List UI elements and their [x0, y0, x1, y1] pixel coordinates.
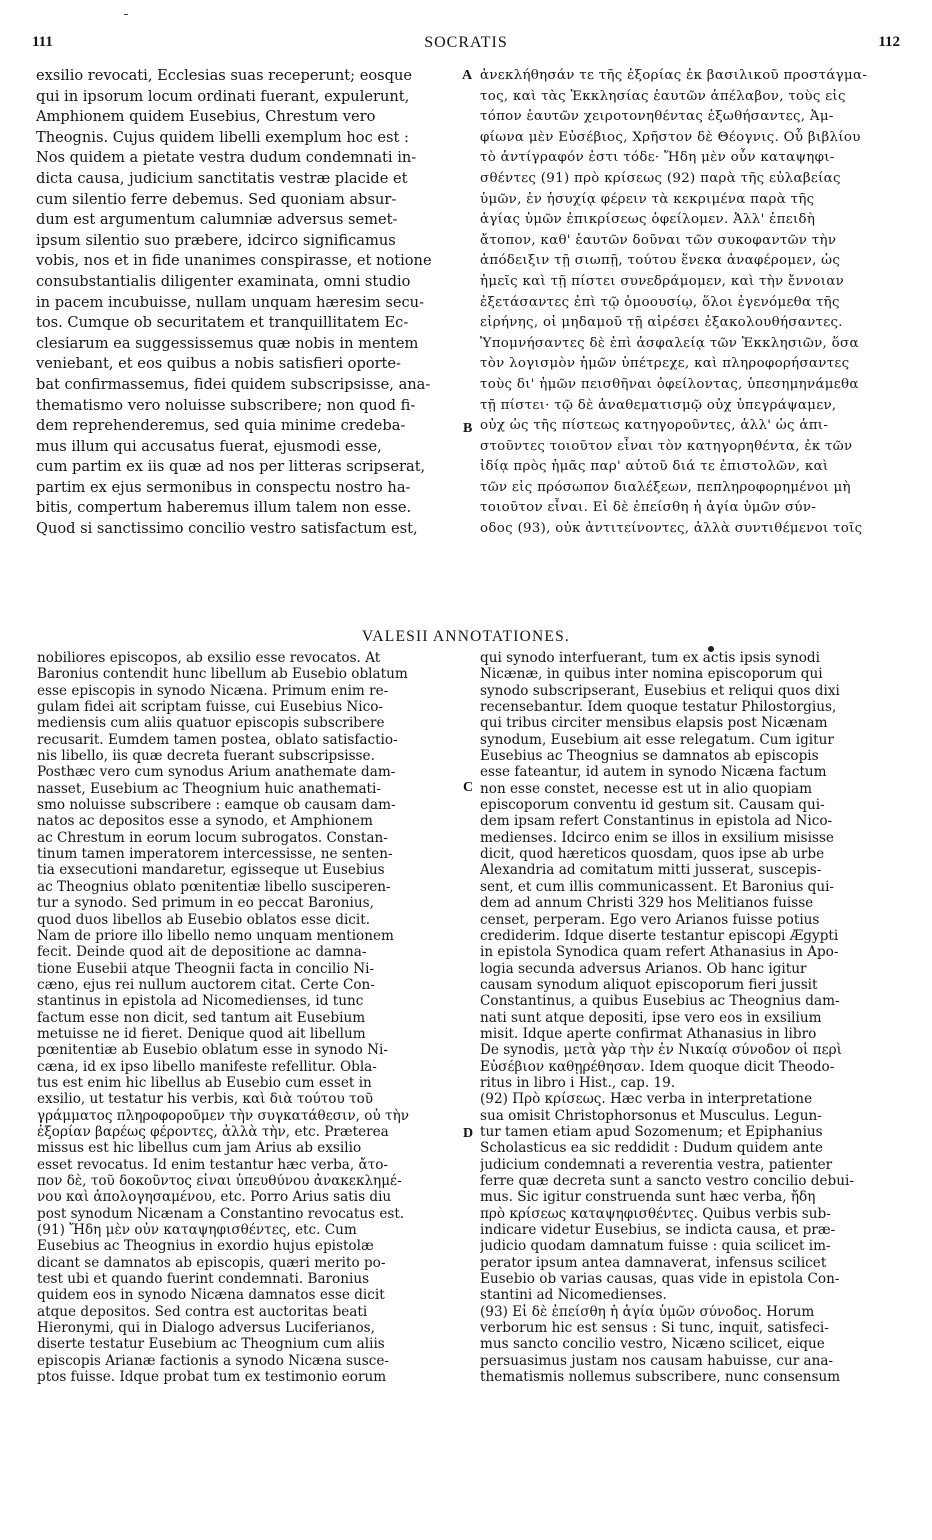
- greek-text-line: ἰδίᾳ πρὸς ἡμᾶς παρ' αὐτοῦ διά τε ἐπιστολῶν, καὶ: [480, 459, 829, 475]
- greek-text-line: τὸν λογισμὸν ἡμῶν ὑπέτρεχε, καὶ πληροφορήσαντες: [480, 356, 850, 372]
- annotation-line: factum esse non dicit, sed tantum ait Eusebium: [37, 1009, 366, 1026]
- annotation-line: in epistola Synodica quam refert Athanasius in Apo-: [480, 944, 839, 961]
- annotation-line: qui synodo interfuerant, tum ex actis ipsis synodi: [480, 650, 820, 666]
- latin-text-line: dum est argumentum calumniæ adversus semet-: [36, 211, 398, 229]
- annotation-line: Eusebius ac Theognius in exordio hujus epistolæ: [37, 1238, 374, 1255]
- annotation-line: Scholasticus ea sic reddidit : Dudum quidem ante: [480, 1140, 823, 1157]
- page-header: [30, 34, 902, 56]
- annotation-line: Alexandria ad comitatum mitti jusserat, suscepis-: [480, 862, 822, 879]
- greek-text-line: ἐξετάσαντες ἐπὶ τῷ ὁμοουσίῳ, ὅλοι ἐγενόμεθα τῆς: [480, 294, 840, 310]
- annotations-title: VALESII ANNOTATIONES.: [362, 628, 570, 645]
- latin-text-line: Theognis. Cujus quidem libelli exemplum hoc est :: [36, 128, 409, 146]
- latin-text-line: bitis, compertum haberemus illum talem non esse.: [36, 499, 412, 517]
- annotations-left-column: [37, 650, 455, 1385]
- scan-mark: [124, 14, 128, 15]
- margin-marker-c: C: [463, 780, 474, 795]
- annotation-line: episcopis Arianæ factionis a synodo Nicæna susce-: [37, 1352, 389, 1369]
- annotation-line: dem ipsam refert Constantinus in epistola ad Nico-: [480, 813, 833, 830]
- annotation-line: sua omisit Christophorsonus et Musculus. Legun-: [480, 1107, 822, 1124]
- annotation-line: ἐξορίαν βαρέως φέροντες, ἀλλὰ τὴν, etc. Præterea: [37, 1123, 389, 1140]
- latin-text-line: ipsum silentio suo præbere, idcirco significamus: [36, 231, 396, 249]
- greek-text-line: σθέντες (91) πρὸ κρίσεως (92) παρὰ τῆς εὐλαβείας: [480, 170, 841, 186]
- annotation-line: Nicænæ, in quibus inter nomina episcoporum qui: [480, 666, 823, 683]
- annotation-line: perator ipsum antea damnaverat, infensus scilicet: [480, 1254, 827, 1271]
- annotation-line: esset revocatus. Id enim testantur hæc verba, ἄτο-: [37, 1156, 388, 1173]
- annotation-line: mus sancto concilio vestro, Nicæno scilicet, eique: [480, 1336, 825, 1353]
- margin-marker-d: D: [463, 1126, 474, 1141]
- annotation-line: Eusebio ob varias causas, quas vide in epistola Con-: [480, 1271, 840, 1288]
- greek-text-line: τόπον ἑαυτῶν χειροτονηθέντας ἐξωθήσαντες, Ἀμ-: [480, 109, 834, 125]
- annotation-line: ac Chrestum in eorum locum subrogatos. Constan-: [37, 829, 388, 846]
- annotation-line: νου καὶ ἀπολογησαμένου, etc. Porro Arius satis diu: [37, 1189, 392, 1206]
- annotation-line: esse fateantur, id autem in synodo Nicæna factum: [480, 764, 827, 781]
- annotation-line: πρὸ κρίσεως καταψηφισθέντες. Quibus verbis sub-: [480, 1205, 831, 1222]
- latin-text-line: dem reprehenderemus, sed quia minime credeba-: [36, 417, 406, 435]
- greek-text-line: ἄτοπον, καθ' ἑαυτῶν δοῦναι τῶν συκοφαντῶν τὴν: [480, 232, 837, 248]
- greek-text-line: ἀπόδειξιν τῇ σιωπῇ, τούτου ἕνεκα ἀναφέρομεν, ὡς: [480, 253, 841, 269]
- annotation-line: dicit, quod hæreticos quosdam, quos ipse ab urbe: [480, 846, 825, 863]
- annotation-line: fecit. Deinde quod ait de depositione ac damna-: [37, 944, 367, 961]
- latin-text-line: dicta causa, judicium sanctitatis vestræ placide et: [36, 169, 408, 187]
- annotation-line: nati sunt atque depositi, ipse vero eos in exsilium: [480, 1009, 822, 1026]
- annotation-line: cæno, ejus rei nullum auctorem citat. Certe Con-: [37, 976, 375, 993]
- annotation-line: nasset, Eusebium ac Theognium huic anathemati-: [37, 780, 381, 797]
- annotation-line: ritus in libro i Hist., cap. 19.: [480, 1074, 676, 1091]
- annotation-line: tinum tamen imperatorem intercessisse, ne senten-: [37, 846, 393, 863]
- greek-text-line: φίωνα μὲν Εὐσέβιος, Χρῆστον δὲ Θέογνις. Οὗ βιβλίου: [480, 129, 861, 145]
- annotation-line: indicare videtur Eusebius, se indicta causa, et præ-: [480, 1222, 836, 1239]
- latin-text-line: in pacem incubuisse, nullam unquam hæresim secu-: [36, 293, 424, 311]
- greek-text-line: τὸ ἀντίγραφόν ἐστι τόδε· Ἤδη μὲν οὖν καταψηφι-: [480, 150, 835, 166]
- annotation-line: mediensis cum aliis quatuor episcopis subscribere: [37, 715, 385, 732]
- annotation-line: atque depositos. Sed contra est auctoritas beati: [37, 1303, 368, 1320]
- annotation-line: censet, perperam. Ego vero Arianos fuisse potius: [480, 911, 820, 928]
- latin-text-line: Nos quidem a pietate vestra dudum condemnati in-: [36, 149, 417, 167]
- annotation-line: verborum hic est sensus : Si tunc, inquit, satisfeci-: [480, 1320, 829, 1337]
- annotation-line: persuasimus justam nos causam habuisse, cur ana-: [480, 1352, 834, 1369]
- annotation-line: misit. Idque aperte confirmat Athanasius in libro: [480, 1025, 817, 1042]
- latin-text-line: clesiarum ea suggessissemus quæ nobis in mentem: [36, 334, 419, 352]
- annotation-line: episcoporum conventu id gestum sit. Causam qui-: [480, 797, 825, 814]
- latin-text-line: cum partim ex iis quæ ad nos per litteras scripserat,: [36, 458, 426, 476]
- annotation-line: (91) Ἤδη μὲν οὖν καταψηφισθέντες, etc. Cum: [37, 1222, 357, 1239]
- annotation-line: logia secunda adversus Arianos. Ob hanc igitur: [480, 960, 807, 977]
- annotation-line: qui tribus circiter mensibus elapsis post Nicænam: [480, 715, 828, 732]
- annotation-line: tia exsecutioni mandaretur, egisseque ut Eusebius: [37, 862, 385, 879]
- annotation-line: missus est hic libellus cum jam Arius ab exsilio: [37, 1140, 362, 1157]
- latin-text-line: veniebant, et eos quibus a nobis satisfieri oporte-: [36, 355, 401, 373]
- annotation-line: judicio quodam damnatum fuisse : quia scilicet im-: [480, 1238, 831, 1255]
- annotation-line: πον δὲ, τοῦ δοκοῦντος εἶναι ὑπευθύνου ἀνακεκλημέ-: [37, 1173, 402, 1189]
- latin-text-line: partim ex ejus sermonibus in conspectu nostro ha-: [36, 478, 411, 496]
- annotation-line: ac Theognius oblato pœnitentiæ libello susciperen-: [37, 878, 391, 895]
- latin-text-line: vobis, nos et in fide unanimes conspirasse, et notione: [36, 252, 432, 270]
- greek-text-line: στοῦντες τοιοῦτον εἶναι τὸν κατηγορηθέντα, ἐκ τῶν: [480, 438, 853, 454]
- annotation-line: synodo subscripserant, Eusebius et reliqui quos dixi: [480, 682, 840, 699]
- greek-original-column: [480, 66, 898, 540]
- latin-text-line: Amphionem quidem Eusebius, Chrestum vero: [36, 108, 376, 126]
- greek-text-line: ἁγίας ὑμῶν ἐπικρίσεως ὀφείλομεν. Ἀλλ' ἐπειδὴ: [480, 212, 816, 228]
- annotation-line: esse episcopis in synodo Nicæna. Primum enim re-: [37, 682, 389, 699]
- annotation-line: (93) Εἰ δὲ ἐπείσθη ἡ ἁγία ὑμῶν σύνοδος. Horum: [480, 1303, 815, 1320]
- greek-text-line: εἰρήνης, οἱ μηδαμοῦ τῇ αἱρέσει ἐξακολουθήσαντες.: [480, 315, 843, 331]
- left-page-number: 111: [32, 34, 53, 50]
- latin-translation-column: [36, 66, 460, 540]
- greek-text-line: ἡμεῖς καὶ τῇ πίστει συνεδράμομεν, καὶ τὴν ἔννοιαν: [480, 273, 845, 289]
- annotation-line: dem ad annum Christi 329 hos Melitianos fuisse: [480, 895, 814, 912]
- annotation-line: exsilio, ut testatur his verbis, καὶ διὰ τούτου τοῦ: [37, 1091, 374, 1108]
- annotation-line: recusarit. Eumdem tamen postea, oblato satisfactio-: [37, 731, 398, 748]
- annotation-line: non esse constet, necesse est ut in alio quopiam: [480, 780, 813, 797]
- annotation-line: diserte testatur Eusebium ac Theognium cum aliis: [37, 1336, 385, 1353]
- greek-text-line: οὐχ ὡς τῆς πίστεως κατηγοροῦντες, ἀλλ' ὡς ἀπι-: [480, 418, 829, 434]
- margin-marker-a: A: [462, 68, 473, 83]
- annotation-line: synodum, Eusebium ait esse relegatum. Cum igitur: [480, 731, 834, 748]
- annotation-line: quidem eos in synodo Nicæna damnatos esse dicit: [37, 1287, 385, 1304]
- annotation-line: test ubi et quando fuerint condemnati. Baronius: [37, 1271, 370, 1288]
- greek-text-line: ἀνεκλήθησάν τε τῆς ἐξορίας ἐκ βασιλικοῦ προστάγμα-: [480, 68, 868, 83]
- annotation-line: cæna, id ex ipso libello manifeste refellitur. Obla-: [37, 1058, 377, 1075]
- greek-text-line: τῶν εἰς πρόσωπον διαλέξεων, πεπληροφορημένοι μὴ: [480, 479, 851, 495]
- latin-text-line: exsilio revocati, Ecclesias suas receperunt; eosque: [36, 67, 413, 84]
- latin-text-line: consubstantialis diligenter examinata, omni studio: [36, 272, 411, 290]
- annotation-line: stantinus in epistola ad Nicomedienses, id tunc: [37, 993, 364, 1010]
- annotation-line: tione Eusebii atque Theognii facta in concilio Ni-: [37, 960, 375, 977]
- annotation-line: Posthæc vero cum synodus Arium anathemate dam-: [37, 764, 396, 781]
- greek-text-line: οδος (93), οὐκ ἀντιτείνοντες, ἀλλὰ συντιθέμενοι τοῖς: [480, 521, 863, 537]
- annotation-line: Baronius contendit hunc libellum ab Eusebio oblatum: [37, 666, 408, 683]
- greek-text-line: Ὑπομνήσαντες δὲ ἐπὶ ἀσφαλείᾳ τῶν Ἐκκλησιῶν, ὅσα: [480, 335, 859, 351]
- annotation-line: Hieronymi, qui in Dialogo adversus Luciferianos,: [37, 1320, 375, 1337]
- latin-text-line: cum silentio ferre debemus. Sed quoniam absur-: [36, 190, 397, 208]
- annotation-line: causam synodum aliquot episcoporum fieri jussit: [480, 976, 818, 993]
- annotation-line: nobiliores episcopos, ab exsilio esse revocatos. At: [37, 650, 381, 666]
- annotation-line: (92) Πρὸ κρίσεως. Hæc verba in interpretatione: [480, 1091, 813, 1108]
- annotation-line: Εὐσέβιον καθῃρέθησαν. Idem quoque dicit Theodo-: [480, 1058, 835, 1075]
- annotation-line: γράμματος πληροφοροῦμεν τὴν συγκατάθεσιν, οὐ τὴν: [37, 1107, 409, 1124]
- annotation-line: thematismis nollemus subscribere, nunc consensum: [480, 1369, 841, 1386]
- latin-text-line: bat confirmassemus, fidei quidem subscripsisse, ana-: [36, 375, 431, 393]
- latin-text-line: Quod si sanctissimo concilio vestro satisfactum est,: [36, 520, 418, 538]
- annotation-line: ferre quæ decreta sunt a sancto vestro concilio debui-: [480, 1173, 854, 1189]
- annotation-line: dicant se damnatos ab episcopis, quæri merito po-: [37, 1254, 386, 1271]
- margin-marker-b: B: [463, 421, 473, 436]
- annotation-line: tur tamen etiam apud Sozomenum; et Epiphanius: [480, 1123, 823, 1140]
- annotation-line: ptos fuisse. Idque probat tum ex testimonio eorum: [37, 1369, 387, 1386]
- annotation-line: Nam de priore illo libello nemo unquam mentionem: [37, 927, 394, 944]
- annotation-line: Eusebius ac Theognius se damnatos ab episcopis: [480, 748, 819, 765]
- annotation-line: sent, et cum illis communicassent. Et Baronius qui-: [480, 878, 835, 895]
- annotation-line: post synodum Nicænam a Constantino revocatus est.: [37, 1205, 405, 1222]
- annotations-right-column: [480, 650, 900, 1385]
- annotation-line: pœnitentiæ ab Eusebio oblatum esse in synodo Ni-: [37, 1042, 388, 1059]
- greek-text-line: ὑμῶν, ἐν ἡσυχίᾳ φέρειν τὰ κεκριμένα παρὰ τῆς: [480, 191, 815, 207]
- right-page-number: 112: [878, 34, 900, 50]
- annotation-line: crediderim. Idque diserte testantur episcopi Ægypti: [480, 927, 839, 944]
- annotation-line: stantini ad Nicomedienses.: [480, 1287, 667, 1304]
- annotation-line: smo noluisse subscribere : eamque ob causam dam-: [37, 797, 396, 814]
- annotation-line: Constantinus, a quibus Eusebius ac Theognius dam-: [480, 993, 840, 1010]
- greek-text-line: τος, καὶ τὰς Ἐκκλησίας ἑαυτῶν ἀπέλαβον, τοὺς εἰς: [480, 88, 846, 104]
- annotation-line: natos ac depositos esse a synodo, et Amphionem: [37, 813, 373, 830]
- annotation-line: quod duos libellos ab Eusebio oblatos esse dicit.: [37, 911, 371, 928]
- annotation-line: tus est enim hic libellus ab Eusebio cum esset in: [37, 1074, 372, 1091]
- latin-text-line: mus illum qui accusatus fuerat, ejusmodi esse,: [36, 437, 382, 455]
- annotation-line: judicium condemnati a reverentia vestra, patienter: [480, 1156, 833, 1173]
- annotation-line: mus. Sic igitur construenda sunt hæc verba, ἤδη: [480, 1189, 816, 1206]
- latin-text-line: tos. Cumque ob securitatem et tranquillitatem Ec-: [36, 314, 409, 332]
- annotation-line: gulam fidei ait scriptam fuisse, cui Eusebius Nico-: [37, 699, 383, 716]
- greek-text-line: τοὺς δι' ἡμῶν πεισθῆναι ὀφείλοντας, ὑπεσημηνάμεθα: [480, 376, 859, 392]
- annotation-line: metuisse ne id fieret. Denique quod ait libellum: [37, 1025, 366, 1042]
- annotation-line: De synodis, μετὰ γὰρ τὴν ἐν Νικαίᾳ σύνοδον οἱ περὶ: [480, 1042, 842, 1059]
- annotation-line: tur a synodo. Sed primum in eo peccat Baronius,: [37, 895, 374, 912]
- annotation-line: recensebantur. Idem quoque testatur Philostorgius,: [480, 699, 837, 716]
- greek-text-line: τῇ πίστει· τῷ δὲ ἀναθεματισμῷ οὐχ ὑπεγράψαμεν,: [480, 397, 837, 413]
- annotation-line: medienses. Idcirco enim se illos in exsilium misisse: [480, 829, 834, 846]
- greek-text-line: τοιοῦτον εἶναι. Εἰ δὲ ἐπείσθη ἡ ἁγία ὑμῶν σύν-: [480, 500, 817, 516]
- annotation-line: nis libello, iis quæ decreta fuerant subscripsisse.: [37, 748, 375, 765]
- latin-text-line: thematismo vero noluisse subscribere; non quod fi-: [36, 396, 416, 414]
- running-title: SOCRATIS: [424, 34, 508, 51]
- latin-text-line: qui in ipsorum locum ordinati fuerant, expulerunt,: [36, 87, 410, 105]
